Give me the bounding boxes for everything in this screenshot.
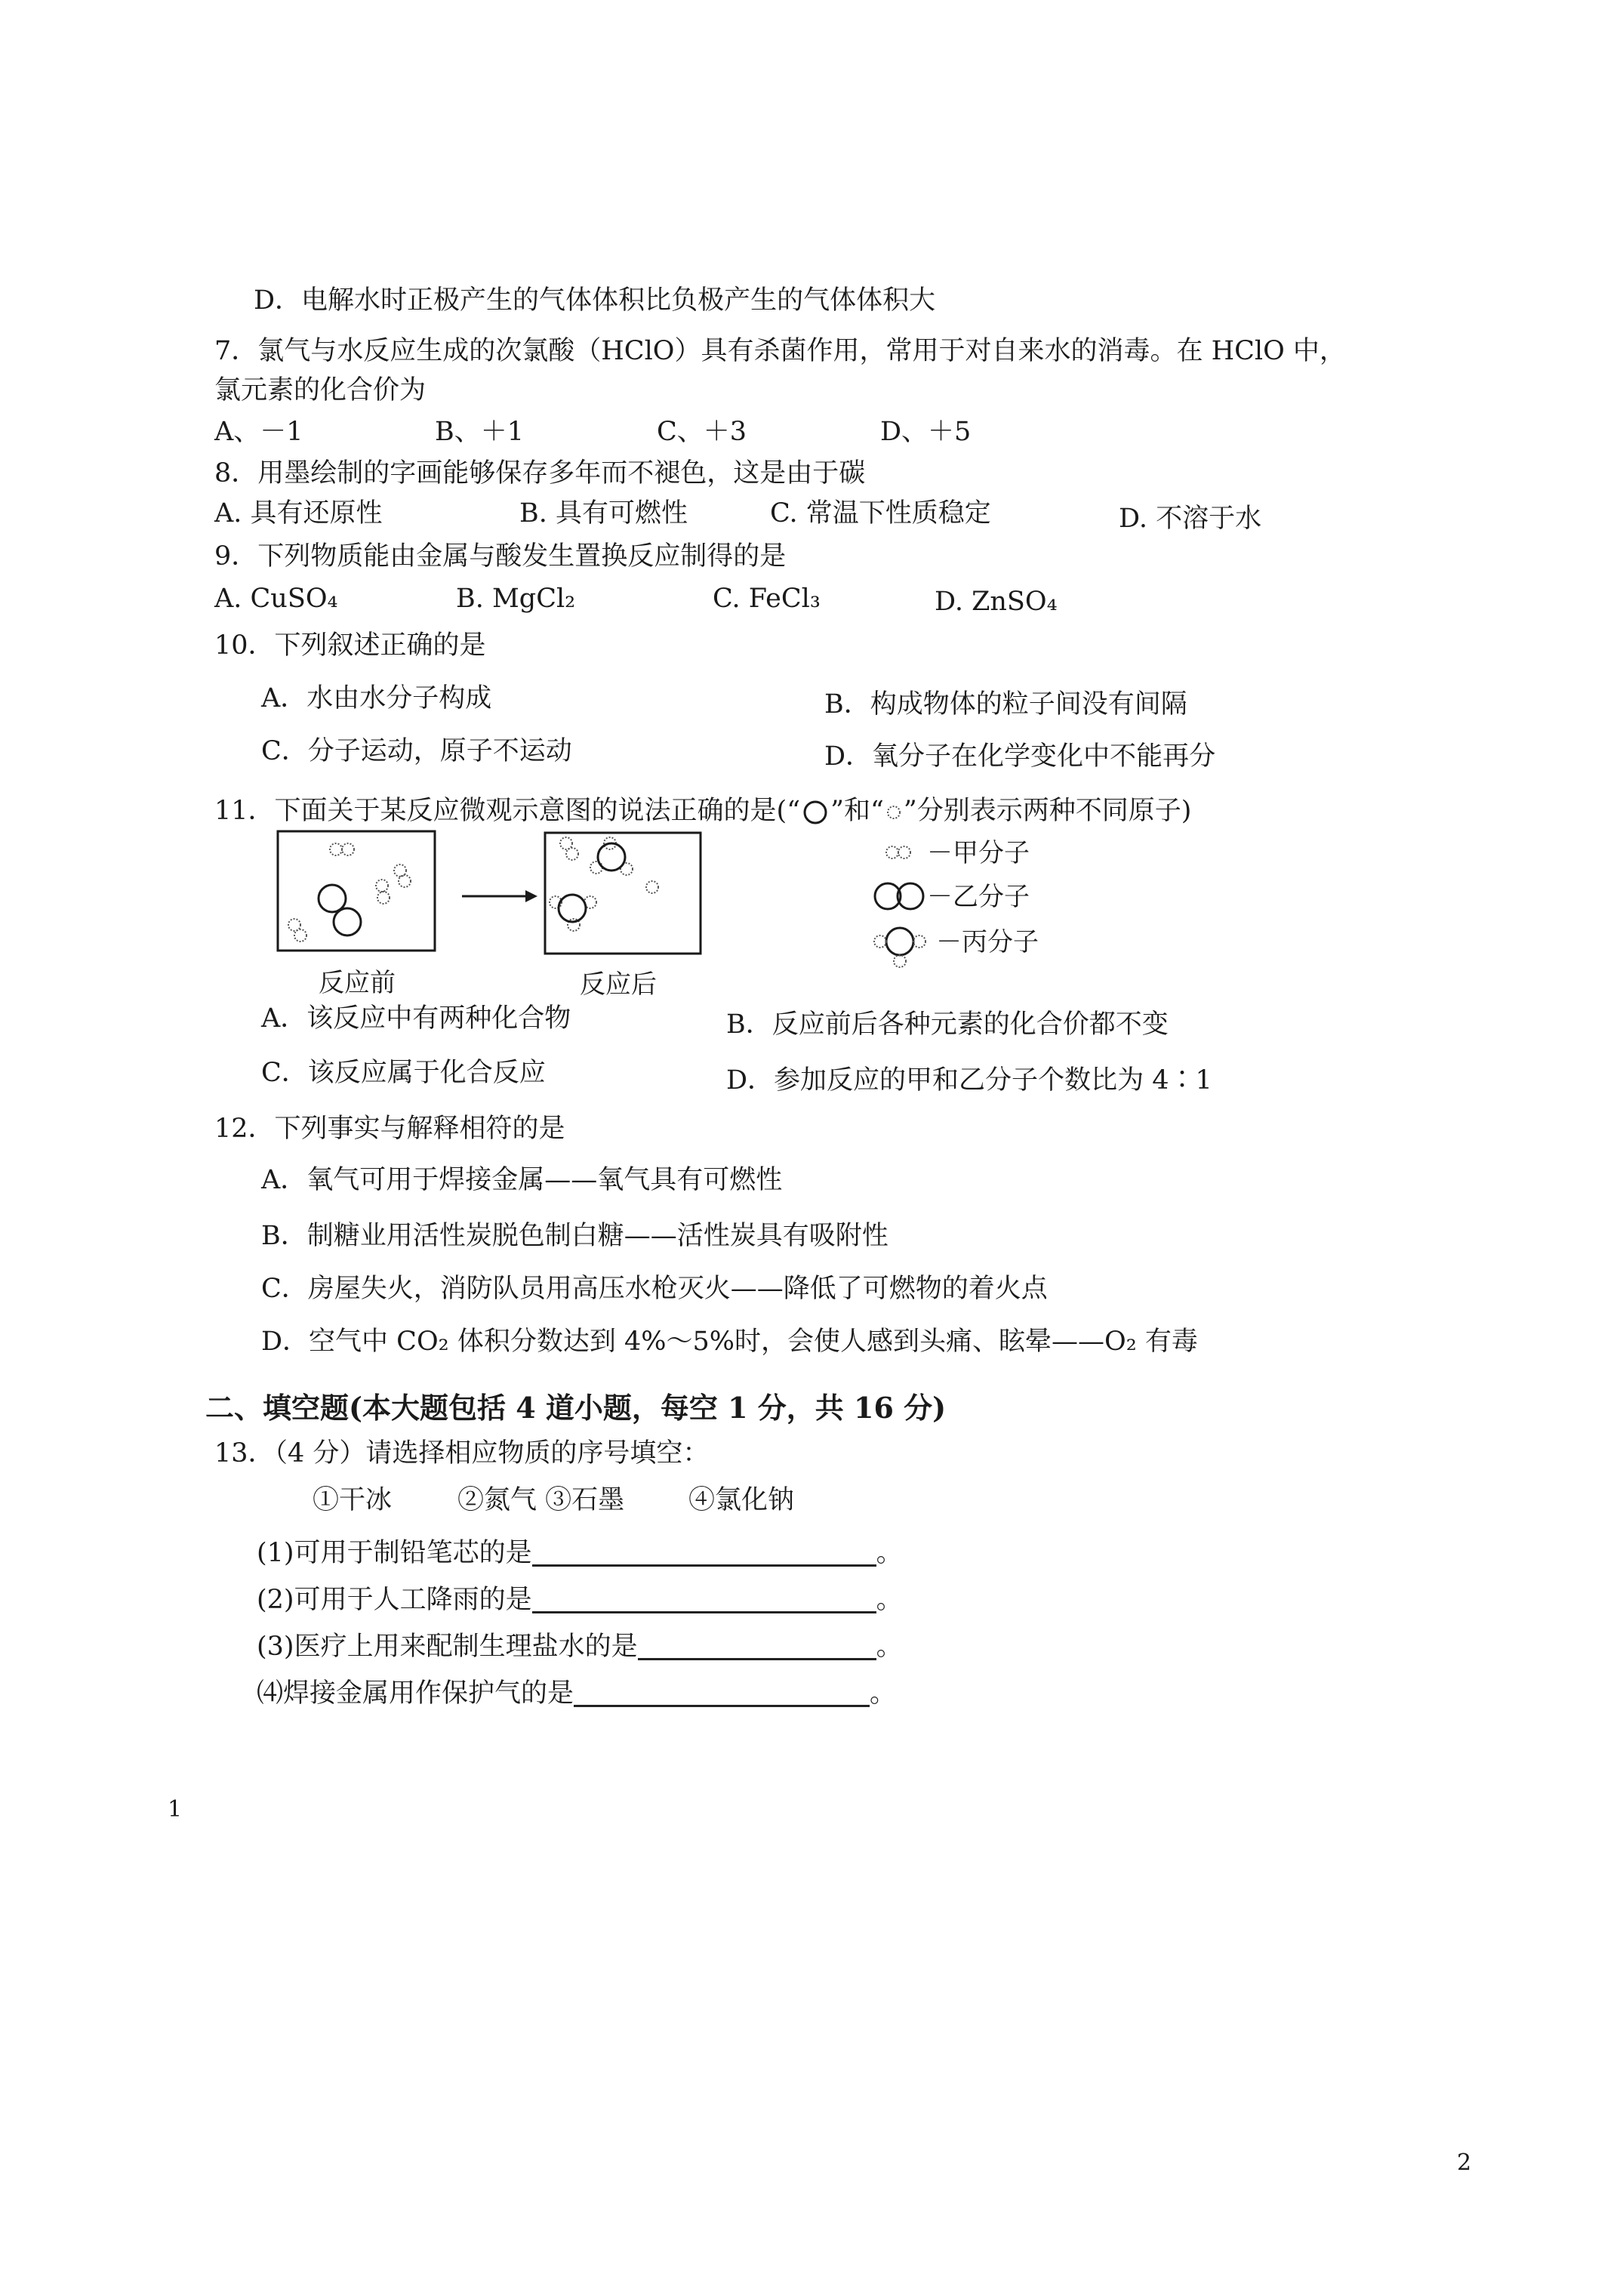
q13-blank-2-label: (2)可用于人工降雨的是 [257,1585,532,1615]
q13-blank-2-period: 。 [876,1585,903,1615]
q13-answer-field-2[interactable] [532,1584,876,1613]
q7-option-b: B、＋1 [435,417,524,447]
q7-option-c: C、＋3 [657,417,747,447]
q8-option-a: A. 具有还原性 [214,498,383,529]
q13-blank-row-4 [257,1678,896,1707]
legend-bing-symbol [874,928,925,967]
q6-option-d: D．电解水时正极产生的气体体积比负极产生的气体体积大 [254,285,936,316]
q13-answer-field-4[interactable] [574,1678,870,1707]
q9-option-c: C. FeCl₃ [713,584,821,614]
q10-stem: 10．下列叙述正确的是 [214,630,486,661]
q13-blank-row-1 [257,1537,903,1567]
q11-stem [214,798,1191,825]
q7-option-a: A、－1 [214,417,303,447]
reaction-arrow [462,890,537,902]
q13-blank-3-period: 。 [876,1632,903,1662]
q13-blank-row-2 [257,1584,903,1613]
page-number: 2 [1457,2150,1472,2176]
q13-blank-1-label: (1)可用于制铅笔芯的是 [257,1538,532,1568]
q13-answer-field-3[interactable] [638,1631,876,1660]
q11-stem-part-a: 11．下面关于某反应微观示意图的说法正确的是(“ [214,796,801,826]
legend-jia-label: －甲分子 [927,838,1030,868]
small-atom-icon [884,803,904,822]
q10-option-c: C．分子运动，原子不运动 [261,736,572,766]
q11-option-d: D．参加反应的甲和乙分子个数比为 4∶1 [726,1065,1212,1096]
q12-option-c: C．房屋失火，消防队员用高压水枪灭火——降低了可燃物的着火点 [261,1274,1048,1304]
q7-stem-line2: 氯元素的化合价为 [214,375,427,405]
q13-blank-3-label: (3)医疗上用来配制生理盐水的是 [257,1632,638,1662]
large-atom-icon [800,800,830,825]
q13-choice-1: ①干冰 [313,1485,393,1515]
q13-blank-4-period: 。 [870,1678,897,1709]
q12-option-b: B．制糖业用活性炭脱色制白糖——活性炭具有吸附性 [261,1221,888,1251]
q7-option-d: D、＋5 [880,417,972,447]
legend-yi-symbol [875,883,923,909]
q12-stem: 12．下列事实与解释相符的是 [214,1114,565,1144]
q10-option-a: A．水由水分子构成 [261,683,492,713]
q8-option-b: B. 具有可燃性 [519,498,688,529]
q8-option-c: C. 常温下性质稳定 [770,498,991,529]
q13-choice-2-3: ②氮气 ③石墨 [457,1485,625,1515]
after-box [545,833,701,954]
legend-jia-symbol [886,846,910,858]
q9-option-a: A. CuSO₄ [214,584,338,614]
q13-blank-1-period: 。 [876,1538,903,1568]
label-before: 反应前 [319,968,396,998]
q9-stem: 9．下列物质能由金属与酸发生置换反应制得的是 [214,541,787,572]
q12-option-d: D．空气中 CO₂ 体积分数达到 4%～5%时，会使人感到头痛、眩晕——O₂ 有毒 [261,1327,1198,1357]
label-after: 反应后 [580,969,657,1000]
q9-option-d: D. ZnSO₄ [935,587,1058,617]
legend-bing-label: －丙分子 [936,927,1039,957]
q12-option-a: A．氧气可用于焊接金属——氧气具有可燃性 [261,1165,783,1195]
q10-option-d: D．氧分子在化学变化中不能再分 [824,741,1216,772]
q13-answer-field-1[interactable] [532,1537,876,1567]
before-box [278,831,435,951]
margin-mark: 1 [168,1796,183,1823]
q9-option-b: B. MgCl₂ [456,584,576,614]
q10-option-b: B．构成物体的粒子间没有间隔 [824,689,1187,720]
q13-choice-4: ④氯化钠 [688,1485,795,1515]
q11-option-a: A．该反应中有两种化合物 [261,1003,571,1034]
q8-option-d: D. 不溶于水 [1119,504,1262,534]
q11-option-c: C．该反应属于化合反应 [261,1058,546,1088]
q11-stem-part-b: ”和“ [830,796,884,826]
q11-stem-part-c: ”分别表示两种不同原子) [903,796,1192,826]
q13-stem: 13．（4 分）请选择相应物质的序号填空： [214,1438,710,1469]
q11-option-b: B．反应前后各种元素的化合价都不变 [726,1009,1169,1040]
reaction-micro-diagram [272,827,1268,1000]
q13-blank-4-label: ⑷焊接金属用作保护气的是 [257,1678,574,1709]
q13-blank-row-3 [257,1631,903,1660]
section2-title: 二、填空题(本大题包括 4 道小题，每空 1 分，共 16 分) [205,1391,947,1425]
q8-stem: 8．用墨绘制的字画能够保存多年而不褪色，这是由于碳 [214,458,866,488]
legend-yi-label: －乙分子 [927,882,1030,912]
q7-stem-line1: 7．氯气与水反应生成的次氯酸（HClO）具有杀菌作用，常用于对自来水的消毒。在 HClO 中， [214,336,1346,366]
